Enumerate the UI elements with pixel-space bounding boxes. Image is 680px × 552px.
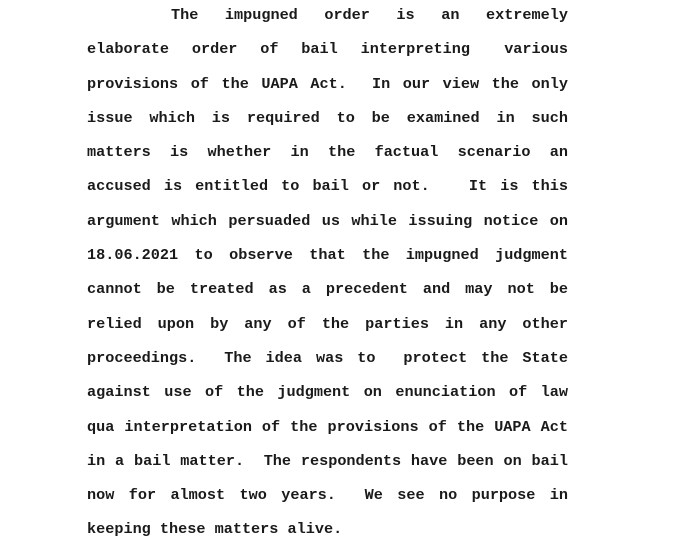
text-line: cannot be treated as a precedent and may not be (87, 280, 568, 299)
text-line: keeping these matters alive. (87, 520, 343, 539)
text-line: against use of the judgment on enunciation of law (87, 383, 568, 402)
text-line: accused is entitled to bail or not. It is this (87, 177, 568, 196)
document-body (87, 3, 568, 552)
text-line: relied upon by any of the parties in any other (87, 314, 568, 333)
text-line: in a bail matter. The respondents have been on bail (87, 451, 568, 470)
text-line: argument which persuaded us while issuing notice on (87, 211, 568, 230)
text-line: matters is whether in the factual scenario an (87, 143, 568, 162)
text-line: The impugned order is an extremely (171, 6, 568, 24)
text-line: provisions of the UAPA Act. In our view the only (87, 74, 568, 93)
text-line: elaborate order of bail interpreting various (87, 40, 568, 59)
text-line: 18.06.2021 to observe that the impugned judgment (87, 246, 568, 265)
text-line: qua interpretation of the provisions of the UAPA Act (87, 417, 568, 436)
text-line: now for almost two years. We see no purpose in (87, 486, 568, 505)
text-line: proceedings. The idea was to protect the State (87, 348, 568, 367)
text-line: issue which is required to be examined in such (87, 108, 568, 127)
